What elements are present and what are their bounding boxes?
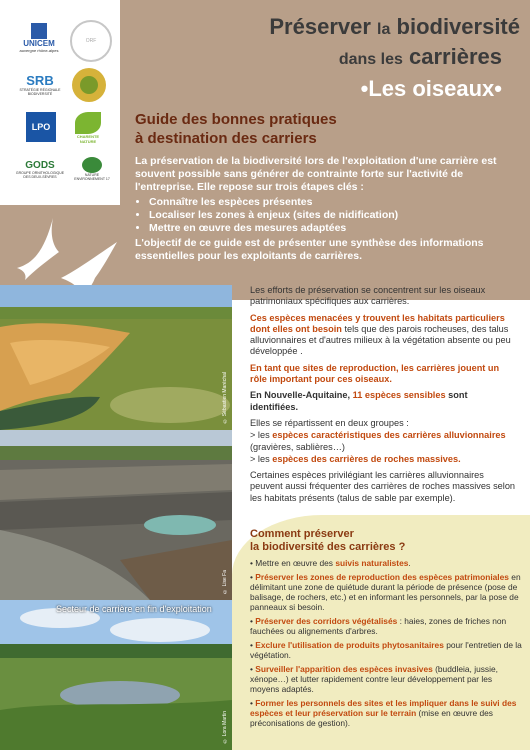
logos-panel bbox=[0, 0, 120, 205]
species-para-4 bbox=[250, 390, 518, 413]
species-para-2 bbox=[250, 313, 518, 358]
species-para-6: Certaines espèces privilégiant les carrières alluvionnaires peuvent aussi fréquenter des carrières de roches massives selon les habitats présents (talus de sable par exemple). bbox=[250, 470, 516, 503]
swallow-1-icon bbox=[17, 218, 59, 280]
gods-logo bbox=[14, 155, 66, 183]
group-1-prefix: > les bbox=[250, 430, 273, 441]
species-text-rest: tels que des parois rocheuses, des talus alluvionnaires et d'autres milieux à la végétation absente ou peu développée . bbox=[250, 323, 511, 357]
practice-post: (buddleia, jussie, xénope…) et lutter rapidement contre leur développement par les moyens adaptés. bbox=[250, 664, 498, 694]
intro-objective: L'objectif de ce guide est de présenter une synthèse des informations essentielles pour les exploitants de carrières. bbox=[135, 237, 484, 262]
orf-name: ORF bbox=[85, 38, 97, 44]
afb-emblem-icon bbox=[80, 76, 98, 94]
practice-highlight: Former les personnels des sites et les impliquer dans le suivi des espèces et leur préservation sur le terrain bbox=[250, 698, 517, 718]
practice-item: • Préserver les zones de reproduction des espèces patrimoniales en délimitant une zone de quiétude durant la période de présence (pose de balisage, de rochers, etc.) et en informant les personnels, par la pose de panneaux si besoin. bbox=[250, 572, 521, 612]
group-2-label: espèces des carrières de roches massives. bbox=[272, 453, 461, 464]
intro-paragraph: La préservation de la biodiversité lors de l'exploitation d'une carrière est souvent possible sans générer de contrainte forte sur l'activité de l'entreprise. Elle repose sur trois étapes clés : bbox=[135, 155, 497, 193]
charente-nature-name: CHARENTE NATURE bbox=[76, 134, 100, 144]
practice-post: (mise en œuvre des préconisations de gestion). bbox=[250, 708, 493, 728]
steps-list bbox=[135, 196, 515, 235]
title-line-3: •Les oiseaux• bbox=[360, 76, 502, 101]
practice-item: • Former les personnels des sites et les impliquer dans le suivi des espèces et leur préservation sur le terrain (mise en œuvre des préconisations de gestion). bbox=[250, 698, 517, 728]
afb-logo bbox=[72, 68, 106, 102]
region-label: En Nouvelle-Aquitaine, bbox=[250, 390, 353, 401]
title-prefix: Préserver bbox=[269, 14, 371, 39]
practice-highlight: Surveiller l'apparition des espèces invasives bbox=[255, 664, 433, 674]
photo-rock-quarry bbox=[0, 430, 232, 600]
guide-title bbox=[135, 110, 435, 148]
photo-sand-quarry bbox=[0, 285, 232, 430]
practice-post: : haies, zones de friches non fauchées ou alignements d'arbres. bbox=[250, 616, 507, 636]
step-item: • Mettre en œuvre des mesures adaptées bbox=[149, 222, 515, 235]
species-para-5 bbox=[250, 418, 518, 429]
practice-item: • Surveiller l'apparition des espèces invasives (buddleia, jussie, xénope…) et lutter rapidement contre leur développement par les moyens adaptés. bbox=[250, 664, 498, 694]
ne17-logo bbox=[70, 152, 114, 186]
photo-caption: Secteur de carrière en fin d'exploitation bbox=[56, 604, 212, 614]
srb-logo bbox=[18, 68, 62, 100]
species-text bbox=[250, 285, 518, 509]
title-line-2 bbox=[190, 44, 502, 73]
charente-nature-logo bbox=[70, 110, 106, 146]
turtle-icon bbox=[82, 157, 102, 173]
species-highlight: Ces espèces menacées y trouvent les habitats particuliers dont elles ont besoin bbox=[250, 312, 505, 334]
leaf-icon bbox=[75, 112, 101, 134]
practice-highlight: Exclure l'utilisation de produits phytosanitaires bbox=[255, 640, 444, 650]
srb-sub: STRATÉGIE RÉGIONALE BIODIVERSITÉ bbox=[19, 87, 61, 96]
photo-credit: © Sébastien Maréchal bbox=[222, 372, 228, 424]
srb-name: SRB bbox=[26, 72, 54, 88]
ne17-sub: NATURE ENVIRONNEMENT 17 bbox=[74, 173, 110, 181]
practices-list bbox=[250, 558, 522, 732]
photo-credit: © Lora Martin bbox=[222, 711, 228, 744]
practice-post: pour l'entretien de la végétation. bbox=[250, 640, 522, 660]
practice-post: en délimitant une zone de quiétude durant la période de présence (pose de balisage, de rochers, etc.) et en informant les personnels, par la pose de panneaux si besoin. bbox=[250, 572, 521, 612]
practices-title-line-1: Comment préserver bbox=[250, 528, 354, 540]
lpo-name: LPO bbox=[31, 122, 51, 132]
guide-title-line-2: à destination des carriers bbox=[135, 130, 317, 147]
photo-restored-quarry bbox=[0, 600, 232, 750]
practice-item: • Préserver des corridors végétalisés : haies, zones de friches non fauchées ou alignements d'arbres. bbox=[250, 616, 507, 636]
gods-sub: GROUPE ORNITHOLOGIQUE DES DEUX-SÈVRES bbox=[15, 170, 65, 179]
step-item: • Localiser les zones à enjeux (sites de nidification) bbox=[149, 209, 515, 222]
title-main-2: carrières bbox=[409, 44, 502, 69]
region-suffix: sont identifiées. bbox=[250, 390, 468, 412]
step-item: • Connaître les espèces présentes bbox=[149, 196, 515, 209]
groups-intro: Elles se répartissent en deux groupes : bbox=[250, 417, 409, 428]
group-1-suffix: (gravières, sablières…) bbox=[250, 441, 345, 452]
photo-credit: © Lise Fa bbox=[222, 570, 228, 594]
title-main-1: biodiversité bbox=[396, 14, 520, 39]
group-1 bbox=[250, 430, 518, 453]
species-para-1: Les efforts de préservation se concentrent sur les oiseaux patrimoniaux spécifiques aux carrières. bbox=[250, 285, 486, 307]
title-small-1: la bbox=[377, 21, 391, 38]
practice-post: . bbox=[408, 558, 411, 568]
practice-highlight: Préserver des corridors végétalisés bbox=[255, 616, 398, 626]
practice-item: • Mettre en œuvre des suivis naturalistes. bbox=[250, 558, 411, 568]
group-2 bbox=[250, 454, 518, 465]
practice-pre: Mettre en œuvre des bbox=[255, 558, 336, 568]
gods-name: GODS bbox=[25, 159, 55, 171]
orf-logo bbox=[70, 20, 112, 62]
species-count: 11 espèces sensibles bbox=[352, 390, 446, 401]
practices-title bbox=[250, 528, 510, 554]
group-2-prefix: > les bbox=[250, 453, 273, 464]
practice-highlight: Préserver les zones de reproduction des espèces patrimoniales bbox=[255, 572, 509, 582]
group-1-label: espèces caractéristiques des carrières alluvionnaires bbox=[272, 430, 506, 441]
guide-title-line-1: Guide des bonnes pratiques bbox=[135, 111, 337, 128]
unicem-name: UNICEM bbox=[23, 39, 55, 48]
unicem-sub: auvergne rhône-alpes bbox=[19, 48, 59, 53]
practice-item: • Exclure l'utilisation de produits phytosanitaires pour l'entretien de la végétation. bbox=[250, 640, 522, 660]
intro-text bbox=[135, 155, 515, 263]
unicem-logo bbox=[14, 18, 64, 58]
title-small-2: dans les bbox=[338, 51, 403, 68]
practice-highlight: suivis naturalistes bbox=[335, 558, 409, 568]
practices-title-line-2: la biodiversité des carrières ? bbox=[250, 541, 406, 553]
title-line-1 bbox=[190, 14, 520, 43]
lpo-logo bbox=[26, 112, 56, 142]
species-para-3: En tant que sites de reproduction, les carrières jouent un rôle important pour ces oiseaux. bbox=[250, 362, 500, 385]
